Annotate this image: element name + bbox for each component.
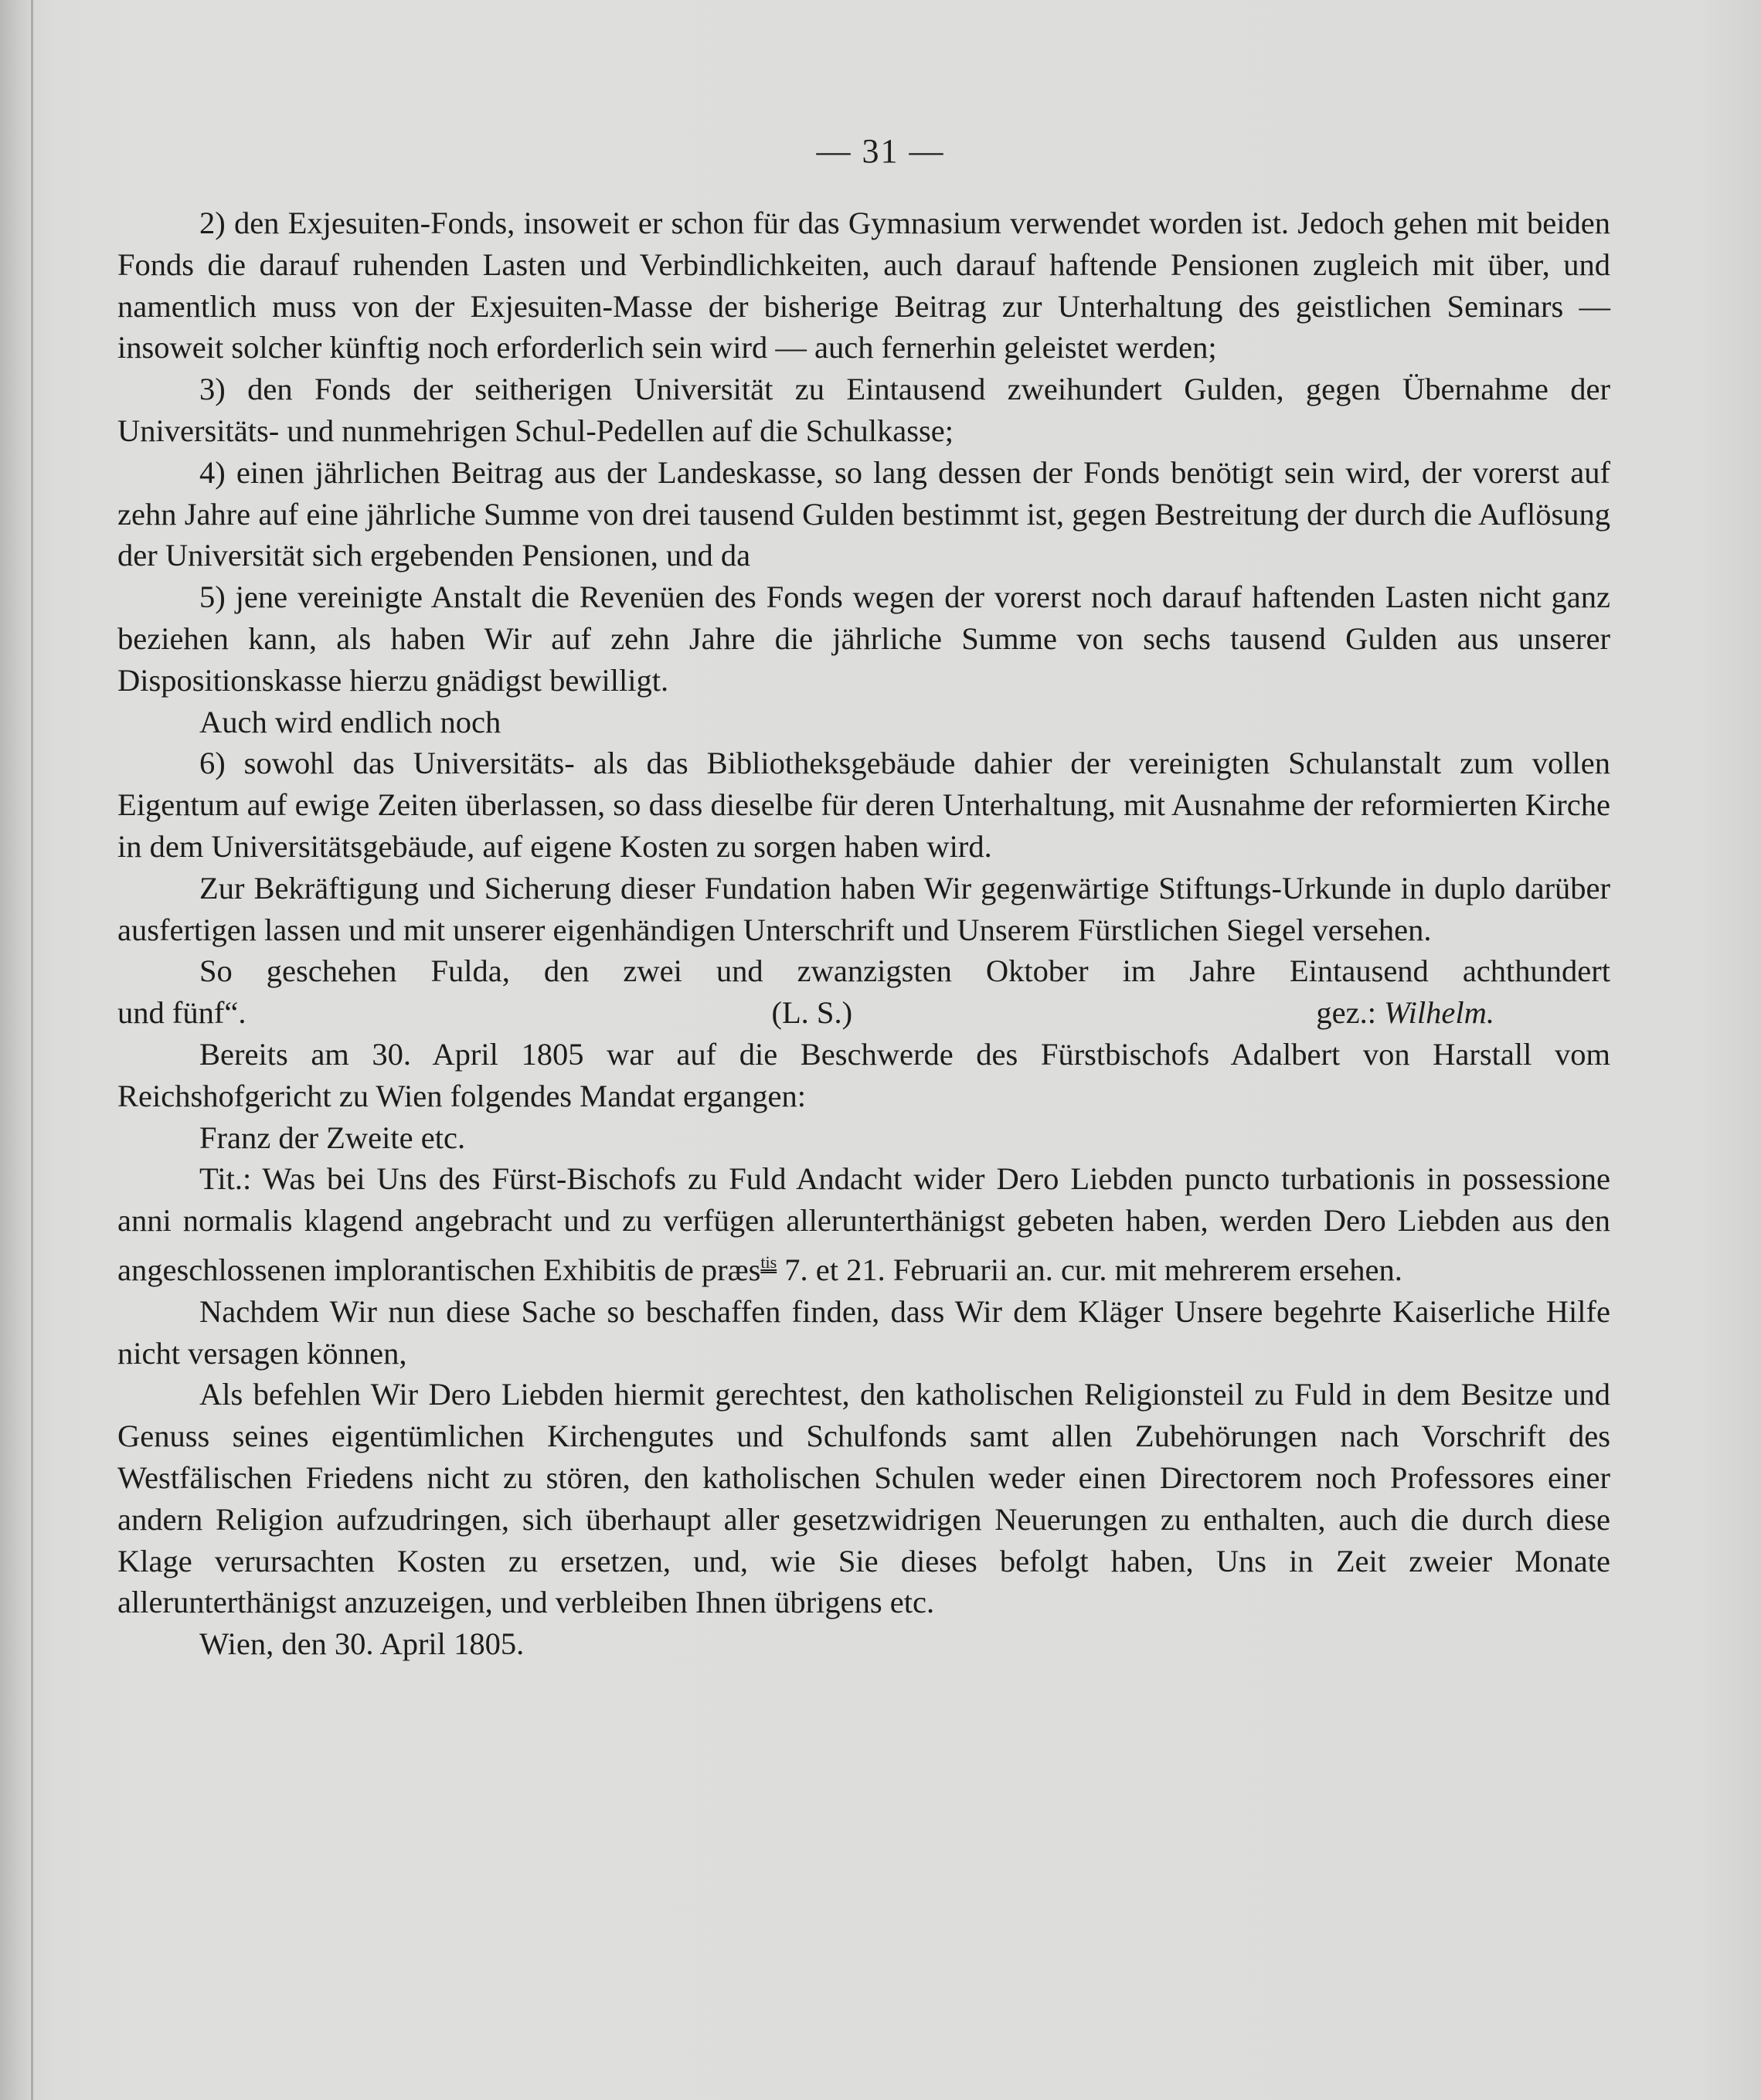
- paragraph: 3) den Fonds der seitherigen Universität zu Eintausend zweihundert Gulden, gegen Übernahme der Universitäts- und nunmehrigen Schul-Pedellen auf die Schulkasse;: [117, 372, 1610, 448]
- paragraph: Bereits am 30. April 1805 war auf die Beschwerde des Fürstbischofs Adalbert von Harstall vom Reichshofgericht zu Wien folgendes Mandat ergangen:: [117, 1036, 1610, 1113]
- body-text: [117, 202, 1610, 1665]
- paragraph: Zur Bekräftigung und Sicherung dieser Fundation haben Wir gegenwärtige Stiftungs-Urkunde in duplo darüber ausfertigen lassen und mit unserer eigenhändigen Unterschrift und Unserem Fürstlichen Siegel versehen.: [117, 870, 1610, 947]
- paragraph: Wien, den 30. April 1805.: [199, 1626, 525, 1662]
- paragraph: Als befehlen Wir Dero Liebden hiermit gerechtest, den katholischen Religionsteil zu Fuld in dem Besitze und Genuss seines eigentümlichen Kirchengutes und Schulfonds samt allen Zubehörungen nach Vorschrift des Westfälischen Friedens nicht zu stören, den katholischen Schulen weder einen Directorem noch Professores einer andern Religion aufzudringen, sich überhaupt aller gesetzwidrigen Neuerungen zu enthalten, auch die durch diese Klage verursachten Kosten zu ersetzen, und, wie Sie dieses befolgt haben, Uns in Zeit zweier Monate allerunterthänigst anzuzeigen, und verbleiben Ihnen übrigens etc.: [117, 1377, 1610, 1620]
- paragraph: Nachdem Wir nun diese Sache so beschaffen finden, dass Wir dem Kläger Unsere begehrte Kaiserliche Hilfe nicht versagen können,: [117, 1293, 1610, 1371]
- paragraph: 6) sowohl das Universitäts- als das Bibliotheksgebäude dahier der vereinigten Schulanstalt zum vollen Eigentum auf ewige Zeiten überlassen, so dass dieselbe für deren Unterhaltung, mit Ausnahme der reformierten Kirche in dem Universitätsgebäude, auf eigene Kosten zu sorgen haben wird.: [117, 746, 1610, 864]
- paragraph: So geschehen Fulda, den zwei und zwanzigsten Oktober im Jahre Eintausend achthundert: [199, 953, 1610, 989]
- signer-name: Wilhelm.: [1384, 995, 1494, 1031]
- page-binding-edge: [31, 0, 33, 2100]
- page-number: — 31 —: [816, 132, 945, 170]
- closing-text: und fünf“.: [117, 995, 246, 1031]
- seal-mark: (L. S.): [771, 995, 853, 1031]
- paragraph: [117, 1158, 1610, 1290]
- superscript-abbrev: tis: [760, 1252, 777, 1272]
- paragraph: 4) einen jährlichen Beitrag aus der Landeskasse, so lang dessen der Fonds benötigt sein wird, der vorerst auf zehn Jahre auf eine jährliche Summe von drei tausend Gulden bestimmt ist, gegen Bestreitung der durch die Auflösung der Universität sich ergebenden Pensionen, und da: [117, 454, 1610, 573]
- signature-line: [117, 992, 1610, 1034]
- signed-label: gez.:: [1316, 995, 1377, 1031]
- paragraph: 2) den Exjesuiten-Fonds, insoweit er schon für das Gymnasium verwendet worden ist. Jedoch gehen mit beiden Fonds die darauf ruhenden Lasten und Verbindlichkeiten, auch darauf haftende Pensionen zugleich mit über, und namentlich muss von der Exjesuiten-Masse der bisherige Beitrag zur Unterhaltung des geistlichen Seminars — insoweit solcher künftig noch erforderlich sein wird — auch fernerhin geleistet werden;: [117, 206, 1610, 365]
- signature: [1316, 992, 1494, 1034]
- paragraph: Auch wird endlich noch: [199, 704, 501, 739]
- paragraph: 5) jene vereinigte Anstalt die Revenüen des Fonds wegen der vorerst noch darauf haftenden Lasten nicht ganz beziehen kann, als haben Wir auf zehn Jahre die jährliche Summe von sechs tausend Gulden aus unserer Dispositionskasse hierzu gnädigst bewilligt.: [117, 579, 1610, 698]
- paragraph: Franz der Zweite etc.: [199, 1120, 466, 1155]
- paragraph-part: 7. et 21. Februarii an. cur. mit mehrerem ersehen.: [777, 1252, 1402, 1287]
- paragraph-part: Tit.: Was bei Uns des Fürst-Bischofs zu Fuld Andacht wider Dero Liebden puncto turbationis in possessione anni normalis klagend angebracht und zu verfügen allerunterthänigst gebeten haben, werden Dero Liebden aus den angeschlossenen implorantischen Exhibitis de præs: [117, 1161, 1610, 1287]
